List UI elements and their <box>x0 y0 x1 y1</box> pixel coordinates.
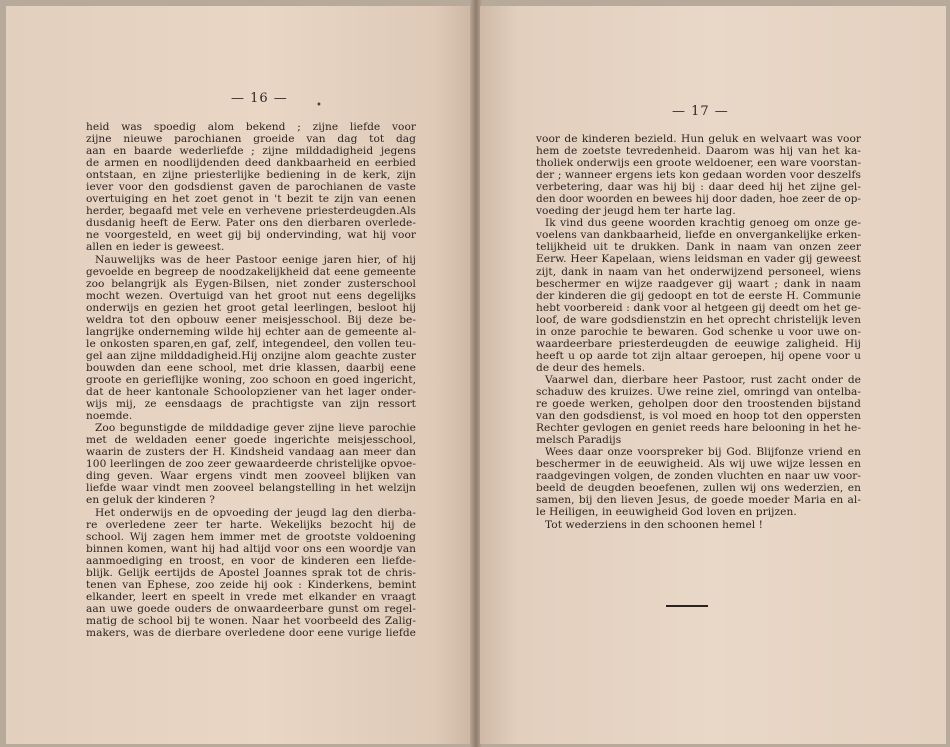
text-line: van den godsdienst, is vol moed en hoop tot den oppersten <box>536 410 861 423</box>
text-line: gel aan zijne milddadigheid.Hij onzijne alom geachte zuster <box>86 349 416 362</box>
text-line: raadgevingen volgen, de zonden vluchten en naar uw voor- <box>536 470 861 483</box>
text-line: ding geven. Waar ergens vindt men zooveel blijken van <box>86 470 416 483</box>
text-line: hebt voorbereid : dank voor al hetgeen gij deedt om het ge- <box>536 301 861 314</box>
text-line: onderwijs en gezien het groot getal leerlingen, besloot hij <box>86 301 416 314</box>
text-line: hem de zoetste tevredenheid. Daarom was hij van het ka- <box>536 145 861 158</box>
text-line: allen en ieder is geweest. <box>86 241 225 254</box>
text-line: in onze parochie te bewaren. God schenke u voor uwe on- <box>536 325 861 338</box>
text-line: zijne nieuwe parochianen groeide van dag tot dag <box>86 133 416 146</box>
text-line: beeld de deugden beoefenen, zullen wij ons wederzien, en <box>536 482 861 495</box>
text-line: Nauwelijks was de heer Pastoor eenige jaren hier, of hij <box>95 253 416 266</box>
text-line: Rechter gevlogen en geniet reeds hare belooning in het he- <box>536 422 861 435</box>
text-line: ne voorgesteld, en weet gij bij ondervinding, wat hij voor <box>86 229 416 242</box>
text-line: waarin de zusters der H. Kindsheid vandaag aan meer dan <box>86 446 416 459</box>
text-line: matig de school bij te wonen. Naar het voorbeeld des Zalig- <box>86 614 416 627</box>
text-line: voeding der jeugd hem ter harte lag. <box>536 205 736 218</box>
text-line: school. Wij zagen hem immer met de grootste voldoening <box>86 530 416 543</box>
text-line: zoo belangrijk als Eygen-Bilsen, niet zonder zusterschool <box>86 277 416 290</box>
text-line: samen, bij den lieven Jesus, de goede moeder Maria en al- <box>536 494 861 507</box>
text-line: voelens van dankbaarheid, liefde en onvergankelijke erken- <box>536 229 861 242</box>
text-line: melsch Paradijs <box>536 434 622 447</box>
text-line: schaduw des kruizes. Uwe reine ziel, omringd van ontelba- <box>536 385 861 398</box>
text-line: overtuiging en het zoet genot in 't bezit te zijn van eenen <box>86 193 416 206</box>
text-line: herder, begaafd met vele en verhevene priesterdeugden.Als <box>86 205 416 218</box>
text-line: makers, was de dierbare overledene door eene vurige liefde <box>86 626 416 639</box>
text-line: beschermer in de eeuwigheid. Als wij uwe wijze lessen en <box>536 458 861 471</box>
text-line: beschermer en wijze raadgever gij waart ; dank in naam <box>536 277 861 290</box>
left-page <box>6 6 472 744</box>
text-line: der kinderen die gij gedoopt en tot de eerste H. Communie <box>536 289 861 302</box>
text-line: Zoo begunstigde de milddadige gever zijne lieve parochie <box>95 422 416 435</box>
text-line: Het onderwijs en de opvoeding der jeugd lag den dierba- <box>95 506 416 519</box>
text-line: groote en gerieflijke woning, zoo schoon en goed ingericht, <box>86 373 416 386</box>
text-line: weldra tot den opbouw eener meisjesschool. Bij deze be- <box>86 313 416 326</box>
text-line: liefde waar vindt men zooveel belangstelling in het welzijn <box>86 482 416 495</box>
text-line: le onkosten sparen,en gaf, zelf, integendeel, den vollen teu- <box>86 337 416 350</box>
text-line: der ; wanneer ergens iets kon gedaan worden voor deszelfs <box>536 169 861 182</box>
text-line: de armen en noodlijdenden deed dankbaarheid en eerbied <box>86 157 416 170</box>
left-page-text <box>86 121 416 639</box>
text-line: re goede werken, geholpen door den troostenden bijstand <box>536 398 861 411</box>
page-number-right: — 17 — <box>672 104 729 119</box>
text-line: aan en baarde wederliefde ; zijne milddadigheid jegens <box>86 145 416 158</box>
text-line: aan uwe goede ouders de onwaardeerbare gunst om regel- <box>86 602 416 615</box>
text-line: verbetering, daar was hij bij : daar deed hij het zijne gel- <box>536 181 861 194</box>
text-line: telijkheid uit te drukken. Dank in naam van onzen zeer <box>536 241 861 254</box>
text-line: 100 leerlingen de zoo zeer gewaardeerde christelijke opvoe- <box>86 458 416 471</box>
text-line: elkander, leert en speelt in vrede met elkander en vraagt <box>86 590 416 603</box>
text-line: Wees daar onze voorspreker bij God. Blijfonze vriend en <box>545 446 861 459</box>
text-line: en geluk der kinderen ? <box>86 494 216 507</box>
text-line: zijt, dank in naam van het onderwijzend personeel, wiens <box>536 265 861 278</box>
text-line: heid was spoedig alom bekend ; zijne liefde voor <box>86 121 416 133</box>
text-line: noemde. <box>86 410 133 423</box>
text-line: re overledene zeer ter harte. Wekelijks bezocht hij de <box>86 518 416 531</box>
text-line: Eerw. Heer Kapelaan, wiens leidsman en vader gij geweest <box>536 253 861 266</box>
text-line: ontstaan, en zijne priesterlijke bediening in de kerk, zijn <box>86 169 416 182</box>
stray-mark: • <box>316 100 322 111</box>
text-line: mocht wezen. Overtuigd van het groot nut eens degelijks <box>86 289 416 302</box>
text-line: tholiek onderwijs een groote weldoener, een ware voorstan- <box>536 157 862 170</box>
text-line: tenen van Ephese, zoo zeide hij ook : Kinderkens, bemint <box>86 578 416 591</box>
text-line: iever voor den godsdienst gaven de parochianen de vaste <box>86 181 416 194</box>
text-line: blijk. Gelijk eertijds de Apostel Joannes sprak tot de chris- <box>86 566 416 579</box>
text-line: voor de kinderen bezield. Hun geluk en welvaart was voor <box>536 133 861 145</box>
text-line: waardeerbare priesterdeugden de eeuwige zaligheid. Hij <box>536 337 861 350</box>
text-line: heeft u op aarde tot zijn altaar geroepen, hij opene voor u <box>536 349 861 362</box>
text-line: Ik vind dus geene woorden krachtig genoeg om onze ge- <box>545 217 861 230</box>
text-line: Tot wederziens in den schoonen hemel ! <box>545 518 763 531</box>
text-line: langrijke onderneming wilde hij echter aan de gemeente al- <box>86 325 416 338</box>
text-line: Vaarwel dan, dierbare heer Pastoor, rust zacht onder de <box>545 373 861 386</box>
text-line: binnen komen, want hij had altijd voor ons een woordje van <box>86 542 416 555</box>
text-line: aanmoediging en troost, en voor de kinderen een liefde- <box>86 554 416 567</box>
right-page <box>480 6 946 744</box>
text-line: bouwden dan eene school, met drie klassen, daarbij eene <box>86 361 416 374</box>
text-line: gevoelde en begreep de noodzakelijkheid dat eene gemeente <box>86 265 416 278</box>
text-line: dat de heer kantonale Schoolopziener van het lager onder- <box>86 386 416 399</box>
text-line: le Heiligen, in eeuwigheid God loven en prijzen. <box>536 506 797 519</box>
text-line: dusdanig heeft de Eerw. Pater ons den dierbaren overlede- <box>86 217 416 230</box>
page-number-left: — 16 — <box>231 91 288 106</box>
text-line: de deur des hemels. <box>536 361 646 374</box>
right-page-text <box>536 133 861 531</box>
text-line: met de weldaden eener goede ingerichte meisjesschool, <box>86 434 416 447</box>
text-line: den door woorden en bewees hij door daden, hoe zeer de op- <box>536 193 861 206</box>
closing-rule <box>666 605 708 607</box>
text-line: wijs mij, ze eensdaags de prachtigste van zijn ressort <box>86 398 416 411</box>
text-line: loof, de ware godsdienstzin en het oprecht christelijk leven <box>536 313 861 326</box>
